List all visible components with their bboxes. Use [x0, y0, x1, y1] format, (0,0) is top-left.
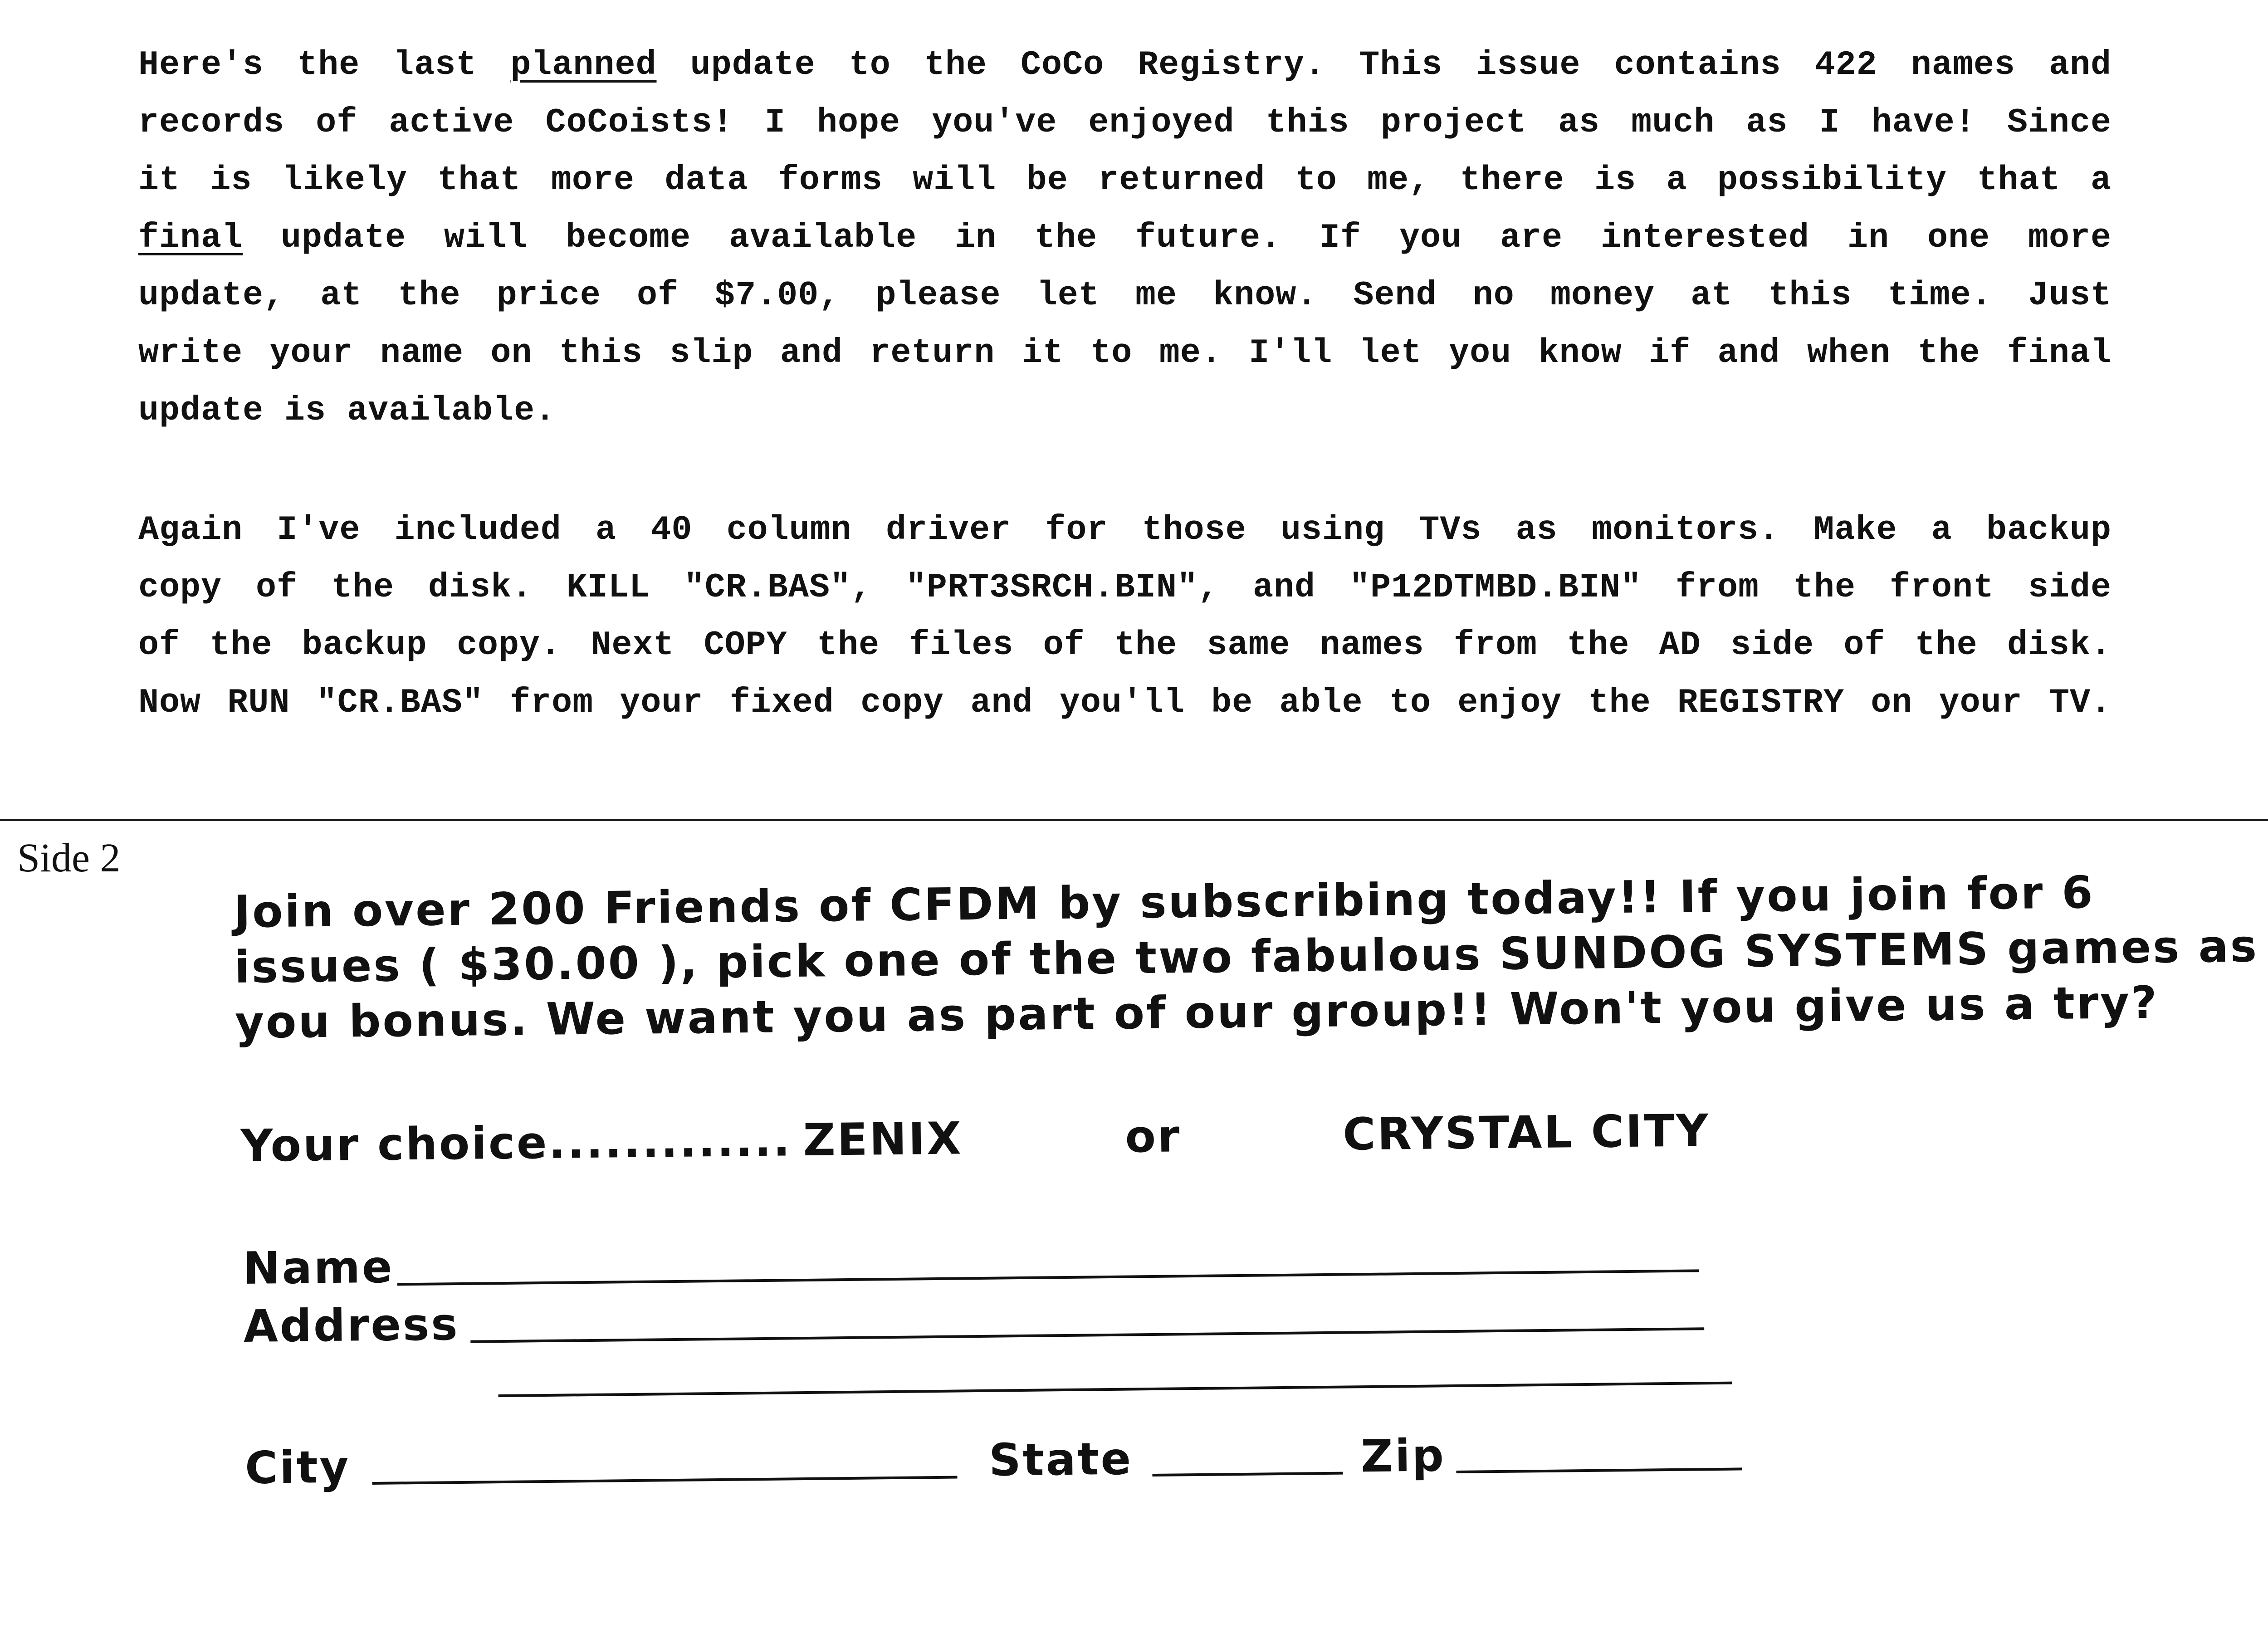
- game-choice-row: [240, 1105, 1738, 1184]
- address-field-line-2[interactable]: [499, 1382, 1732, 1397]
- notice-line-5: update, at the price of $7.00, please let me know. Send no money at this time. Just: [138, 276, 2112, 315]
- notice-text: update will become available in the future. If you are interested in one more: [243, 219, 2112, 257]
- driver-line-3: of the backup copy. Next COPY the files of the same names from the AD side of the disk.: [138, 626, 2112, 665]
- registry-notice-paragraph-2: [138, 501, 2112, 732]
- choice-separator: or: [1124, 1110, 1182, 1163]
- subscription-ad: [234, 864, 2259, 1051]
- side-label: Side 2: [17, 836, 121, 880]
- city-field[interactable]: [372, 1476, 958, 1485]
- notice-line-3: it is likely that more data forms will be returned to me, there is a possibility that a: [138, 161, 2112, 200]
- name-field[interactable]: [397, 1269, 1699, 1286]
- address-label: Address: [243, 1299, 460, 1353]
- address-field-line-1[interactable]: [470, 1327, 1704, 1343]
- ad-line-2: issues ( $30.00 ), pick one of the two fabulous SUNDOG SYSTEMS games as: [234, 920, 2259, 993]
- zip-field[interactable]: [1456, 1467, 1742, 1473]
- notice-text: Here's the last: [138, 46, 511, 84]
- ad-line-3: you bonus. We want you as part of our group!! Won't you give us a try?: [235, 977, 2159, 1049]
- driver-line-1: Again I've included a 40 column driver for those using TVs as monitors. Make a backup: [138, 511, 2112, 549]
- registry-notice-paragraph-1: [138, 36, 2112, 440]
- notice-line-6: write your name on this slip and return it to me. I'll let you know if and when the final: [138, 334, 2112, 372]
- driver-line-4: Now RUN "CR.BAS" from your fixed copy and you'll be able to enjoy the REGISTRY on your TV.: [138, 684, 2112, 722]
- choice-option-zenix[interactable]: ZENIX: [802, 1113, 963, 1167]
- choice-label: Your choice.............: [240, 1115, 792, 1172]
- state-label: State: [988, 1433, 1133, 1486]
- notice-line-1: [138, 36, 2112, 94]
- section-divider: [0, 819, 2268, 821]
- underlined-word-planned: planned: [510, 46, 657, 84]
- order-form: [243, 1227, 1788, 1497]
- notice-text: update to the CoCo Registry. This issue contains 422 names and: [656, 46, 2112, 84]
- name-label: Name: [243, 1241, 394, 1295]
- underlined-word-final: final: [138, 219, 243, 257]
- driver-line-2: copy of the disk. KILL "CR.BAS", "PRT3SRCH.BIN", and "P12DTMBD.BIN" from the front side: [138, 568, 2112, 607]
- zip-label: Zip: [1360, 1430, 1446, 1483]
- ad-line-1: Join over 200 Friends of CFDM by subscribing today!! If you join for 6: [234, 867, 2095, 938]
- city-label: City: [244, 1441, 351, 1494]
- notice-line-7: update is available.: [138, 391, 556, 430]
- state-field[interactable]: [1152, 1472, 1343, 1477]
- notice-line-4: [138, 209, 2112, 267]
- notice-line-2: records of active CoCoists! I hope you've enjoyed this project as much as I have! Since: [138, 103, 2112, 142]
- choice-option-crystal-city[interactable]: CRYSTAL CITY: [1342, 1105, 1711, 1161]
